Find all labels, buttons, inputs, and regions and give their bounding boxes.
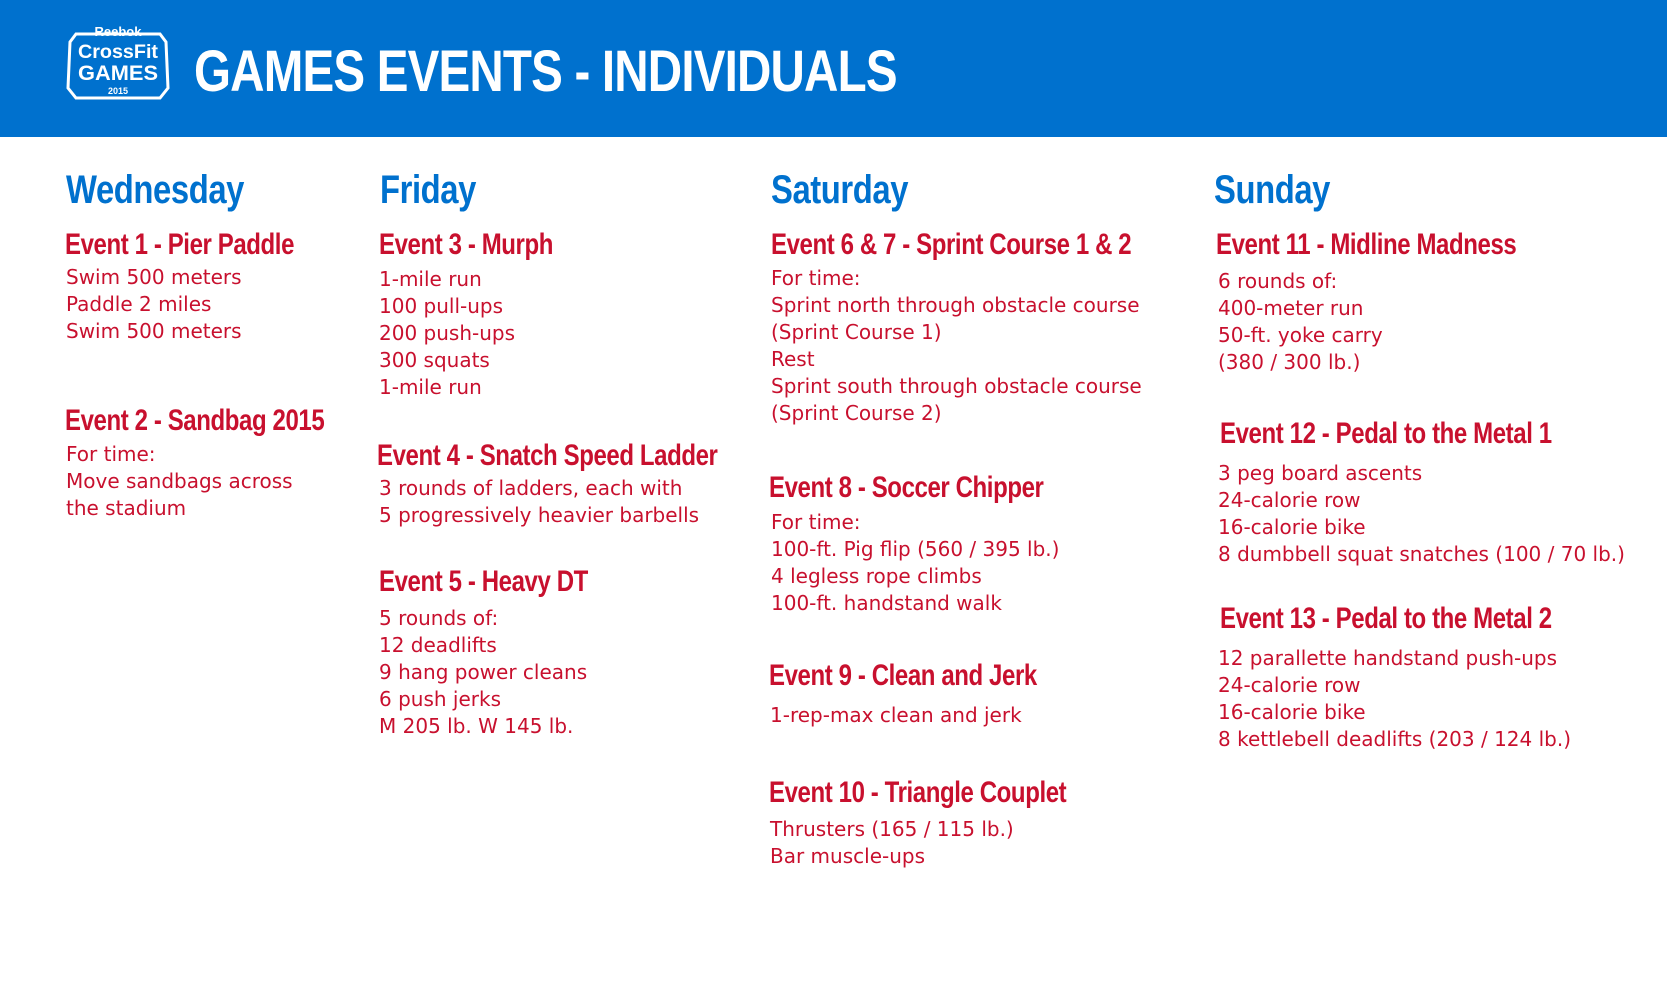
event-details [1218, 460, 1625, 568]
event-line: 8 kettlebell deadlifts (203 / 124 lb.) [1218, 727, 1572, 751]
event-details [770, 702, 1022, 729]
event-details [770, 816, 1014, 870]
event-line: 12 deadlifts [379, 633, 497, 657]
event-line: 100-ft. handstand walk [771, 591, 1002, 615]
event-title: Event 9 - Clean and Jerk [769, 659, 1037, 692]
event-line: Swim 500 meters [66, 265, 242, 289]
event-line: Paddle 2 miles [66, 292, 212, 316]
event-line: 12 parallette handstand push-ups [1218, 646, 1558, 670]
event-line: 6 push jerks [379, 687, 501, 711]
event-line: (Sprint Course 2) [771, 401, 942, 425]
event-line: M 205 lb. W 145 lb. [379, 714, 574, 738]
event-title: Event 2 - Sandbag 2015 [65, 404, 325, 437]
event-line: For time: [66, 442, 156, 466]
event-details [66, 264, 242, 345]
event-line: 9 hang power cleans [379, 660, 588, 684]
crossfit-games-logo [64, 26, 172, 104]
header-banner [0, 0, 1667, 137]
event-line: 1-rep-max clean and jerk [770, 703, 1022, 727]
svg-text:CrossFit: CrossFit [78, 42, 159, 63]
event-line: For time: [771, 266, 861, 290]
event-line: For time: [771, 510, 861, 534]
event-line: the stadium [66, 496, 187, 520]
event-line: 24-calorie row [1218, 673, 1361, 697]
event-line: Move sandbags across [66, 469, 293, 493]
event-line: Swim 500 meters [66, 319, 242, 343]
event-title: Event 8 - Soccer Chipper [769, 471, 1044, 504]
event-line: 3 peg board ascents [1218, 461, 1423, 485]
event-title: Event 5 - Heavy DT [379, 565, 588, 598]
event-title: Event 13 - Pedal to the Metal 2 [1220, 602, 1552, 635]
event-line: Sprint north through obstacle course [771, 293, 1140, 317]
event-details [771, 509, 1059, 617]
event-details [379, 266, 515, 401]
event-details [771, 265, 1142, 427]
event-line: (Sprint Course 1) [771, 320, 942, 344]
page-title: GAMES EVENTS - INDIVIDUALS [194, 39, 897, 104]
event-line: 200 push-ups [379, 321, 516, 345]
event-line: Thrusters (165 / 115 lb.) [770, 817, 1014, 841]
event-line: Sprint south through obstacle course [771, 374, 1142, 398]
event-details [1218, 268, 1383, 376]
event-line: 3 rounds of ladders, each with [379, 476, 683, 500]
day-heading-wednesday: Wednesday [66, 168, 244, 212]
event-line: 5 progressively heavier barbells [379, 503, 700, 527]
event-line: 50-ft. yoke carry [1218, 323, 1383, 347]
event-line: 16-calorie bike [1218, 515, 1366, 539]
event-line: 8 dumbbell squat snatches (100 / 70 lb.) [1218, 542, 1625, 566]
event-title: Event 11 - Midline Madness [1216, 228, 1517, 261]
event-details [379, 605, 587, 740]
event-details [379, 475, 699, 529]
event-line: 1-mile run [379, 267, 482, 291]
svg-text:Reebok: Reebok [94, 26, 142, 39]
event-line: 16-calorie bike [1218, 700, 1366, 724]
event-line: 300 squats [379, 348, 490, 372]
event-details [1218, 645, 1571, 753]
event-line: (380 / 300 lb.) [1218, 350, 1361, 374]
event-line: Rest [771, 347, 815, 371]
event-title: Event 1 - Pier Paddle [65, 228, 295, 261]
event-title: Event 12 - Pedal to the Metal 1 [1220, 417, 1552, 450]
event-title: Event 3 - Murph [379, 228, 554, 261]
event-line: 6 rounds of: [1218, 269, 1338, 293]
event-line: 24-calorie row [1218, 488, 1361, 512]
event-line: 100-ft. Pig flip (560 / 395 lb.) [771, 537, 1060, 561]
svg-text:2015: 2015 [107, 86, 129, 96]
event-title: Event 4 - Snatch Speed Ladder [377, 439, 718, 472]
event-line: 5 rounds of: [379, 606, 499, 630]
day-heading-saturday: Saturday [771, 168, 909, 212]
svg-text:GAMES: GAMES [78, 62, 158, 85]
day-heading-friday: Friday [380, 168, 476, 212]
event-line: 400-meter run [1218, 296, 1364, 320]
day-heading-sunday: Sunday [1214, 168, 1331, 212]
event-title: Event 6 & 7 - Sprint Course 1 & 2 [771, 228, 1132, 261]
event-line: Bar muscle-ups [770, 844, 925, 868]
event-details [66, 441, 293, 522]
event-title: Event 10 - Triangle Couplet [769, 776, 1067, 809]
event-line: 4 legless rope climbs [771, 564, 982, 588]
event-line: 1-mile run [379, 375, 482, 399]
event-line: 100 pull-ups [379, 294, 504, 318]
